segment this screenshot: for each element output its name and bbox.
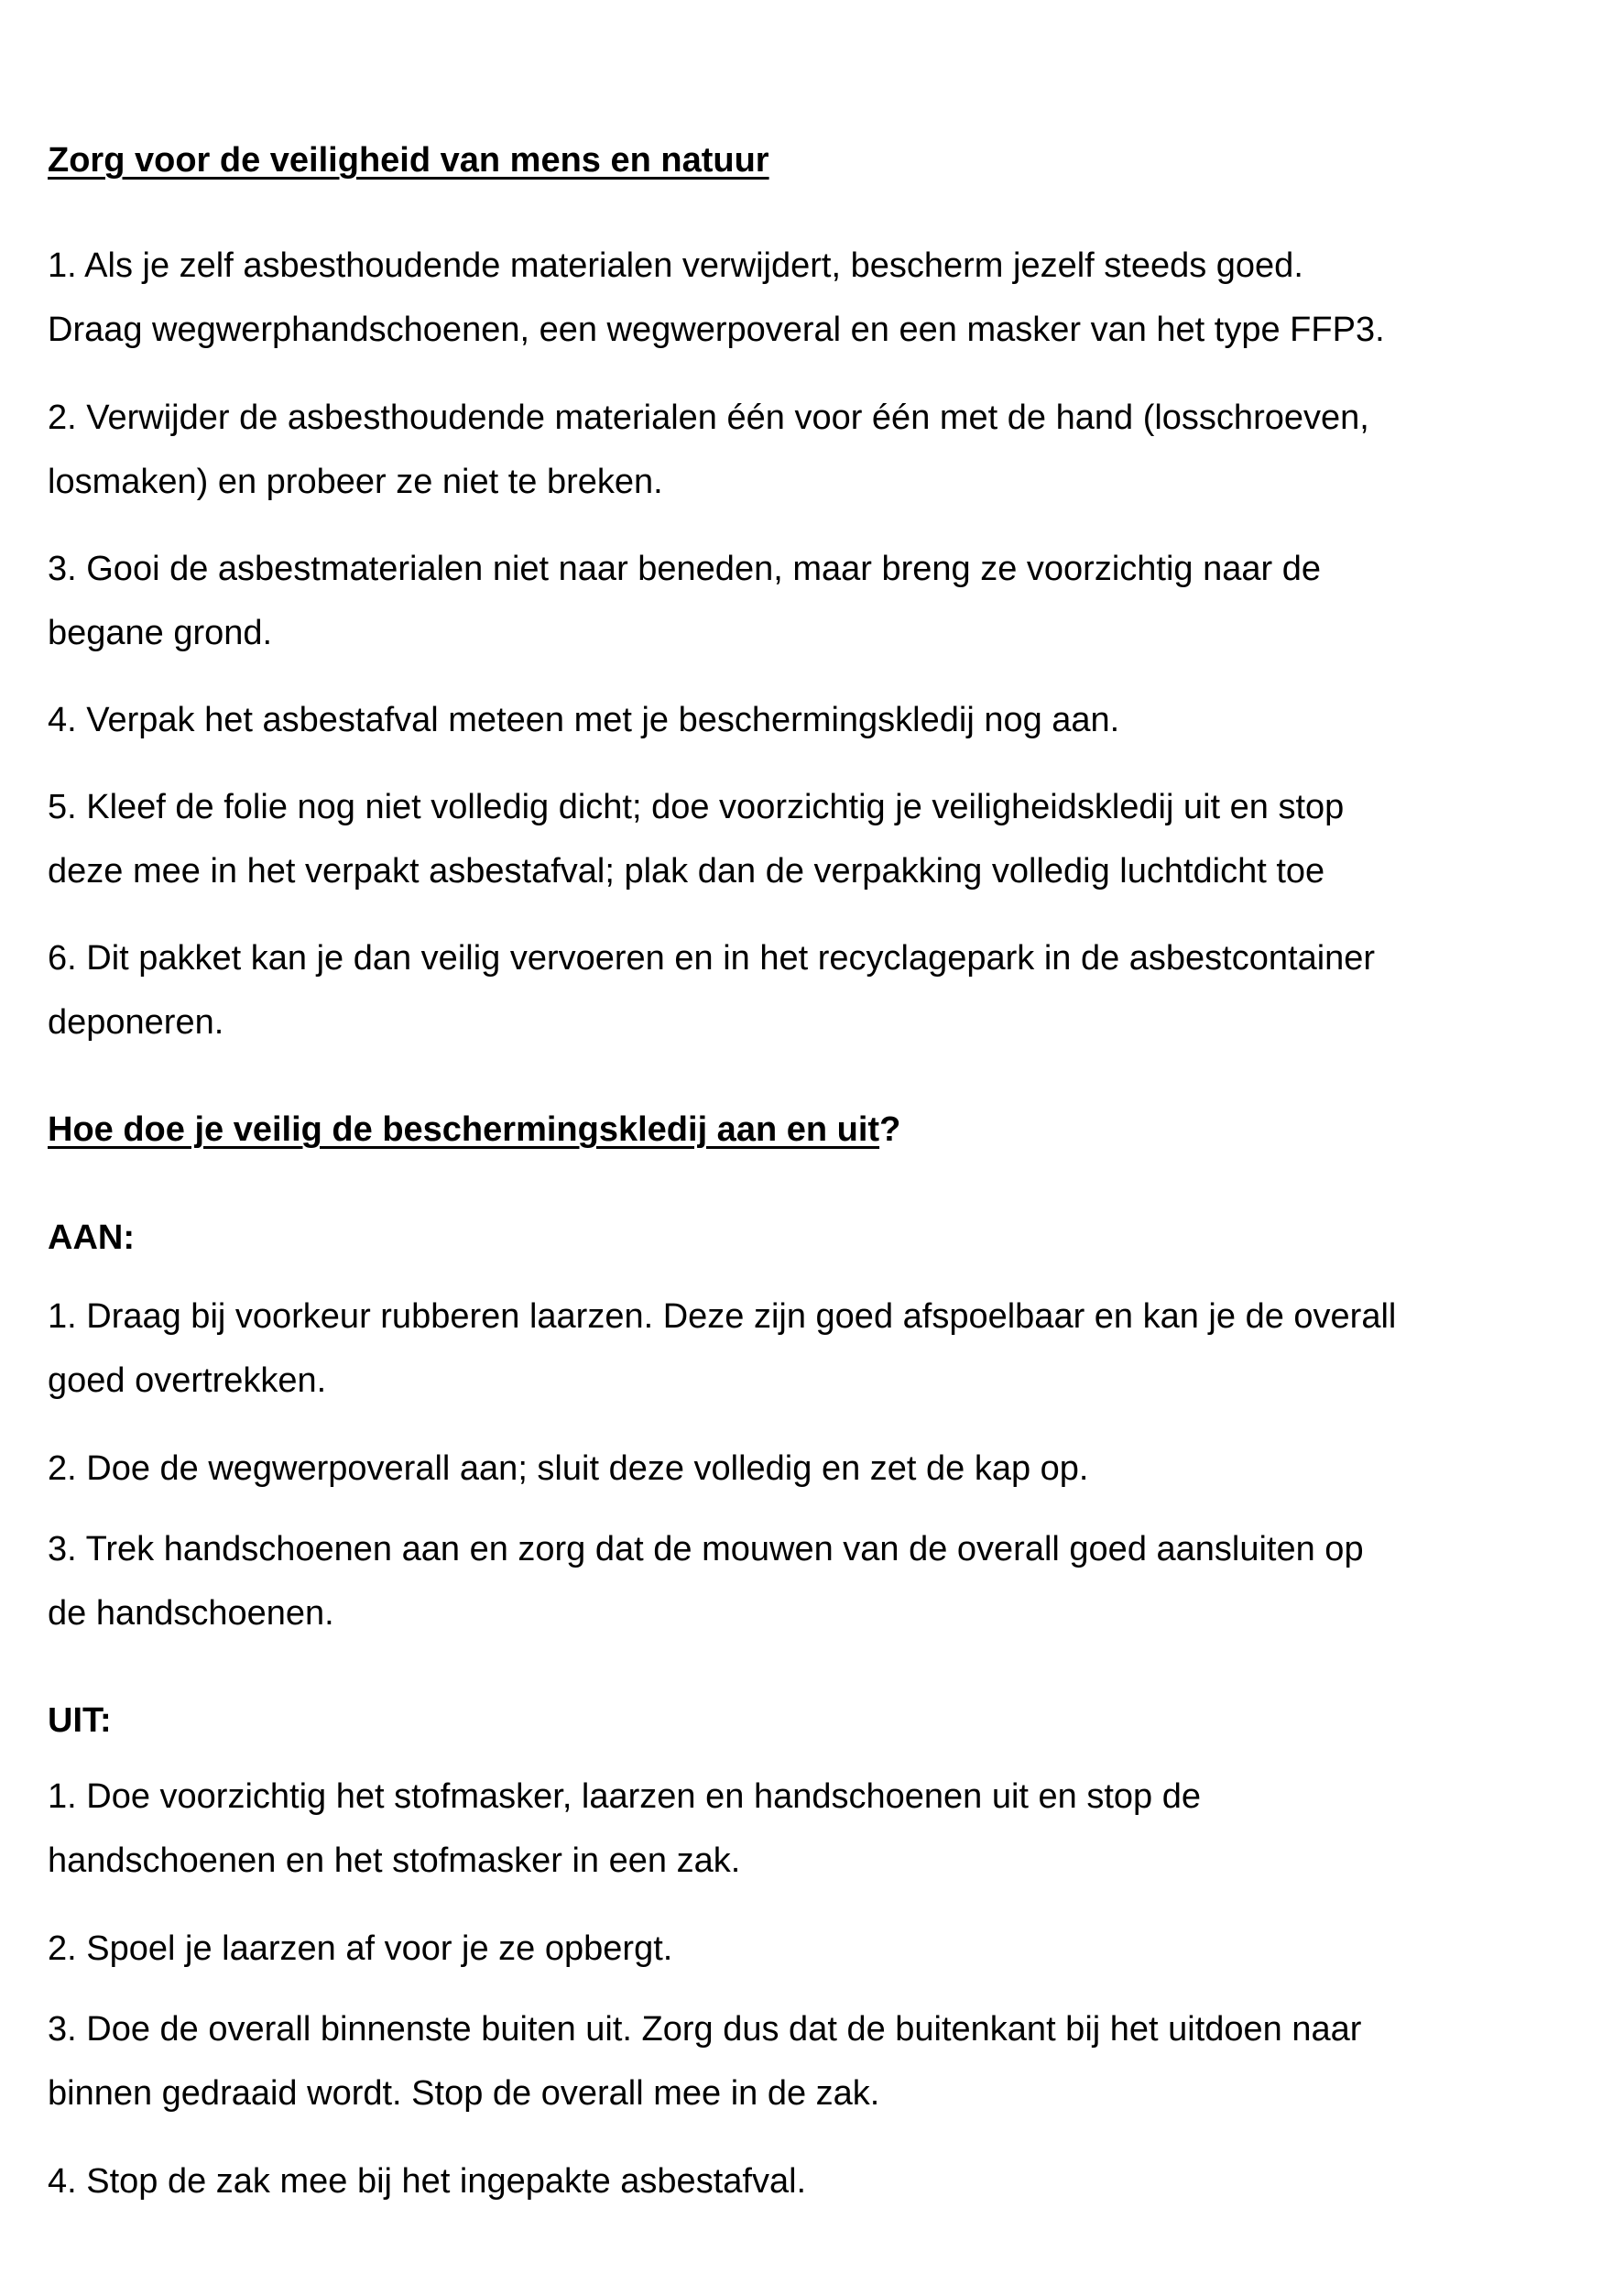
item-line: binnen gedraaid wordt. Stop de overall mee in de zak. (48, 2074, 880, 2113)
item-line: 4. Stop de zak mee bij het ingepakte asbestafval. (48, 2162, 807, 2201)
item-line: 3. Doe de overall binnenste buiten uit. Zorg dus dat de buitenkant bij het uitdoen naar (48, 2010, 1362, 2049)
item-line: Draag wegwerphandschoenen, een wegwerpoveral en een masker van het type FFP3. (48, 311, 1385, 349)
uit-item-2 (48, 1917, 1569, 1981)
section-title-clothing-suffix: ? (879, 1110, 901, 1149)
item-line: 2. Verwijder de asbesthoudende materialen één voor één met de hand (losschroeven, (48, 399, 1369, 437)
safety-item-3 (48, 537, 1569, 665)
item-line: deze mee in het verpakt asbestafval; plak dan de verpakking volledig luchtdicht toe (48, 852, 1325, 891)
item-line: 6. Dit pakket kan je dan veilig vervoeren en in het recyclagepark in de asbestcontainer (48, 939, 1376, 978)
item-line: 1. Draag bij voorkeur rubberen laarzen. Deze zijn goed afspoelbaar en kan je de overall (48, 1297, 1397, 1336)
uit-item-1 (48, 1765, 1569, 1893)
safety-item-2 (48, 386, 1569, 514)
aan-label: AAN: (48, 1218, 135, 1257)
aan-item-2 (48, 1437, 1569, 1501)
section-title-safety (48, 128, 1569, 192)
item-line: deponeren. (48, 1003, 224, 1042)
section-title-safety-text: Zorg voor de veiligheid van mens en natuur (48, 141, 769, 180)
aan-item-3 (48, 1517, 1569, 1645)
item-line: begane grond. (48, 614, 273, 652)
item-line: 2. Doe de wegwerpoverall aan; sluit deze volledig en zet de kap op. (48, 1449, 1089, 1488)
item-line: de handschoenen. (48, 1594, 334, 1633)
item-line: 1. Doe voorzichtig het stofmasker, laarzen en handschoenen uit en stop de (48, 1777, 1202, 1816)
safety-item-5 (48, 775, 1569, 903)
item-line: 4. Verpak het asbestafval meteen met je beschermingskledij nog aan. (48, 701, 1120, 739)
item-line: 2. Spoel je laarzen af voor je ze opbergt. (48, 1929, 673, 1968)
item-line: 3. Gooi de asbestmaterialen niet naar beneden, maar breng ze voorzichtig naar de (48, 550, 1321, 588)
item-line: 3. Trek handschoenen aan en zorg dat de mouwen van de overall goed aansluiten op (48, 1530, 1364, 1568)
item-line: 1. Als je zelf asbesthoudende materialen verwijdert, bescherm jezelf steeds goed. (48, 246, 1303, 285)
item-line: 5. Kleef de folie nog niet volledig dicht; doe voorzichtig je veiligheidskledij uit en stop (48, 788, 1345, 826)
item-line: handschoenen en het stofmasker in een zak. (48, 1841, 741, 1880)
section-title-clothing (48, 1098, 1569, 1162)
uit-item-3 (48, 1997, 1569, 2125)
item-line: goed overtrekken. (48, 1361, 327, 1400)
section-title-clothing-text: Hoe doe je veilig de beschermingskledij aan en uit (48, 1110, 880, 1149)
item-line: losmaken) en probeer ze niet te breken. (48, 463, 663, 501)
safety-item-4 (48, 688, 1569, 752)
uit-label: UIT: (48, 1701, 112, 1740)
uit-item-4 (48, 2149, 1569, 2213)
aan-item-1 (48, 1284, 1569, 1413)
safety-item-6 (48, 926, 1569, 1055)
safety-item-1 (48, 234, 1569, 362)
